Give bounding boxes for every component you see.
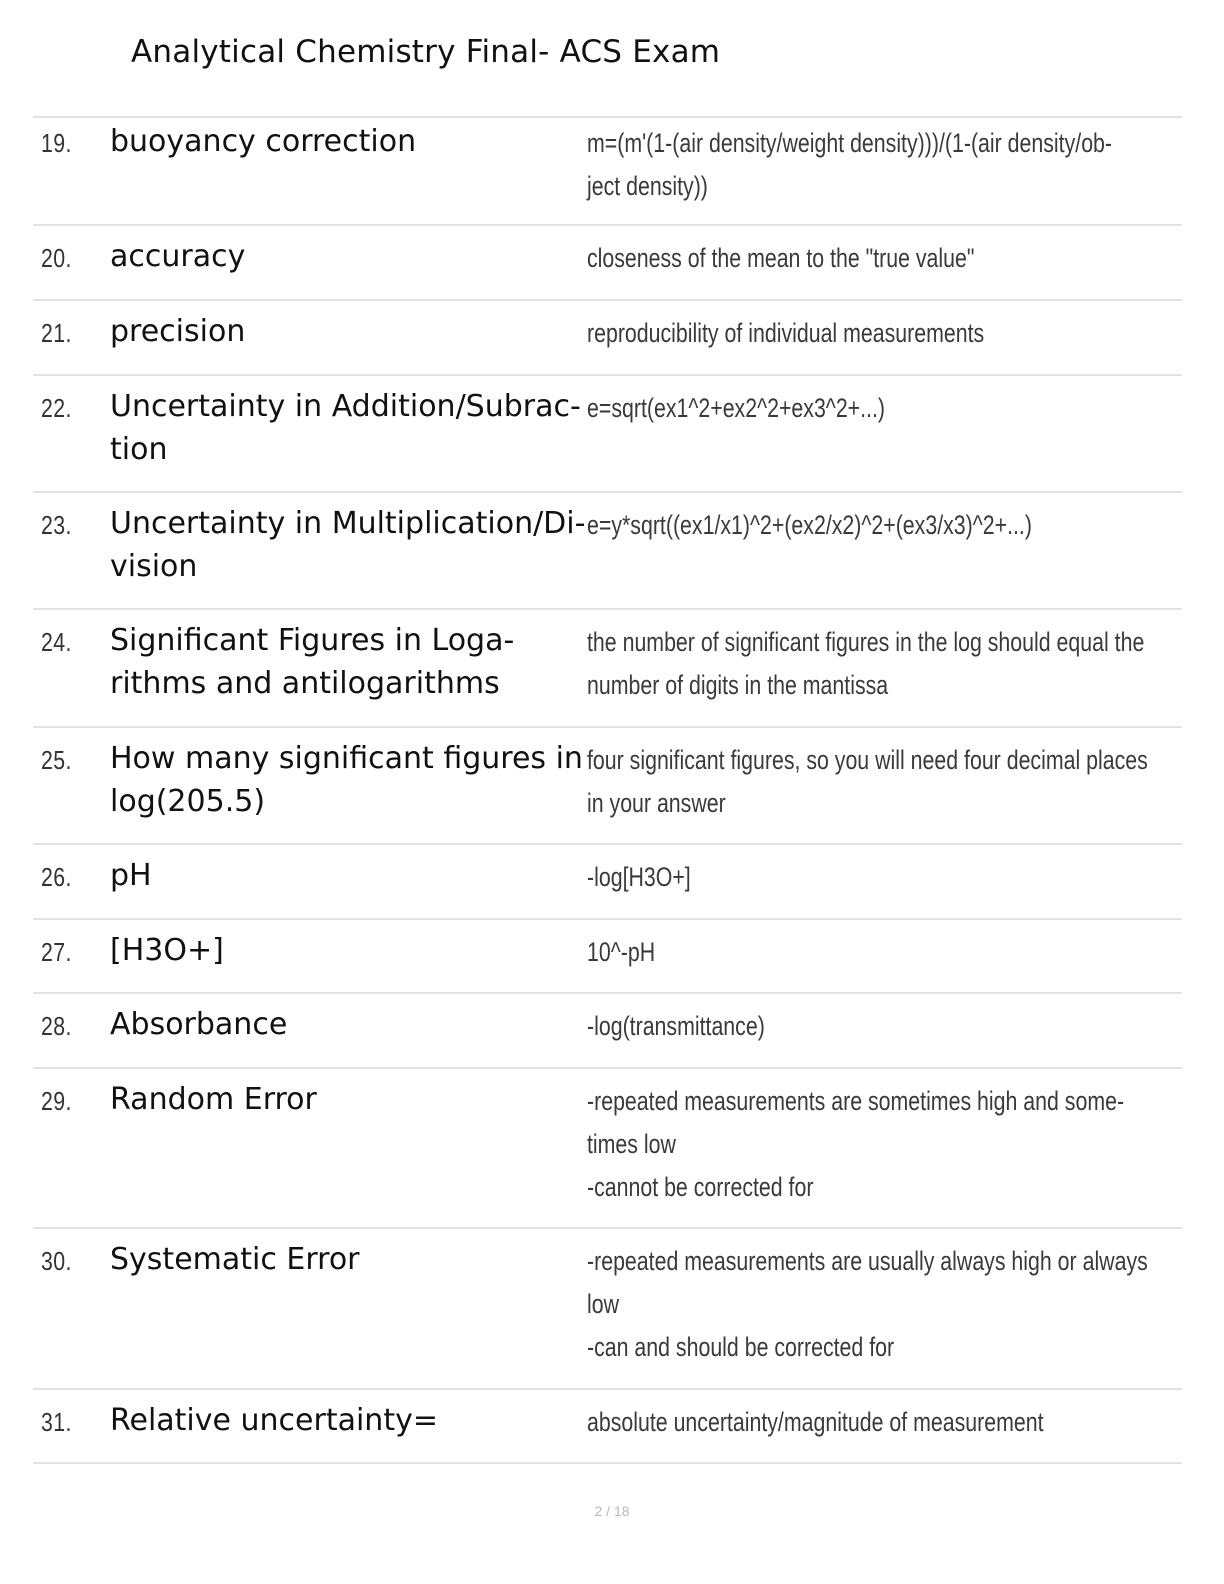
card-number: 25. [41,745,72,775]
card-row-23 [33,493,1182,610]
card-row-22 [33,376,1182,493]
card-definition: e=y*sqrt((ex1/x1)^2+(ex2/x2)^2+(ex3/x3)^2+...) [587,510,1032,540]
card-row-21 [33,301,1182,376]
card-definition: four significant figures, so you will need four decimal places in your answer [587,745,1148,818]
card-number: 27. [41,937,72,967]
card-term: Systematic Error [110,1242,360,1277]
card-number: 31. [41,1407,72,1437]
card-definition: absolute uncertainty/magnitude of measurement [587,1407,1044,1437]
card-term: How many significant figures in log(205.5) [110,741,583,819]
card-row-25 [33,728,1182,845]
card-term: accuracy [110,239,246,274]
card-definition: m=(m'(1-(air density/weight density)))/(1-(air density/ob- ject density)) [587,128,1113,201]
card-number: 19. [41,128,72,158]
card-term: pH [110,858,152,893]
card-term: Uncertainty in Addition/Subrac- tion [110,389,581,467]
card-definition: -log[H3O+] [587,862,691,892]
card-number: 30. [41,1246,72,1276]
card-number: 24. [41,627,72,657]
card-term: Random Error [110,1082,317,1117]
card-definition: closeness of the mean to the "true value" [587,243,975,273]
card-definition: the number of significant figures in the log should equal the number of digits in the mantissa [587,627,1145,700]
card-definition: 10^-pH [587,937,656,967]
card-number: 20. [41,243,72,273]
card-row-30 [33,1229,1182,1390]
card-term: precision [110,314,246,349]
card-number: 29. [41,1086,72,1116]
card-number: 22. [41,393,72,423]
page-number: 2 / 18 [594,1503,630,1519]
flashcard-list [33,116,1182,1464]
card-definition: e=sqrt(ex1^2+ex2^2+ex3^2+...) [587,393,886,423]
card-row-26 [33,845,1182,920]
card-definition: reproducibility of individual measurements [587,318,985,348]
card-row-24 [33,610,1182,728]
card-number: 28. [41,1011,72,1041]
card-term: buoyancy correction [110,124,417,159]
card-row-27 [33,920,1182,994]
card-row-19 [33,118,1182,226]
card-definition: -repeated measurements are usually always high or always low -can and should be corrected for [587,1246,1148,1362]
card-definition: -log(transmittance) [587,1011,765,1041]
card-term: [H3O+] [110,933,224,968]
card-term: Relative uncertainty= [110,1403,438,1438]
card-row-28 [33,994,1182,1069]
card-number: 26. [41,862,72,892]
card-term: Absorbance [110,1007,288,1042]
card-term: Uncertainty in Multiplication/Di- vision [110,506,586,584]
card-number: 21. [41,318,72,348]
card-row-29 [33,1069,1182,1229]
card-term: Significant Figures in Loga- rithms and antilogarithms [110,623,515,701]
card-row-31 [33,1390,1182,1464]
card-row-20 [33,226,1182,301]
card-number: 23. [41,510,72,540]
page-title: Analytical Chemistry Final- ACS Exam [131,34,721,70]
card-definition: -repeated measurements are sometimes high and some- times low -cannot be corrected for [587,1086,1125,1202]
